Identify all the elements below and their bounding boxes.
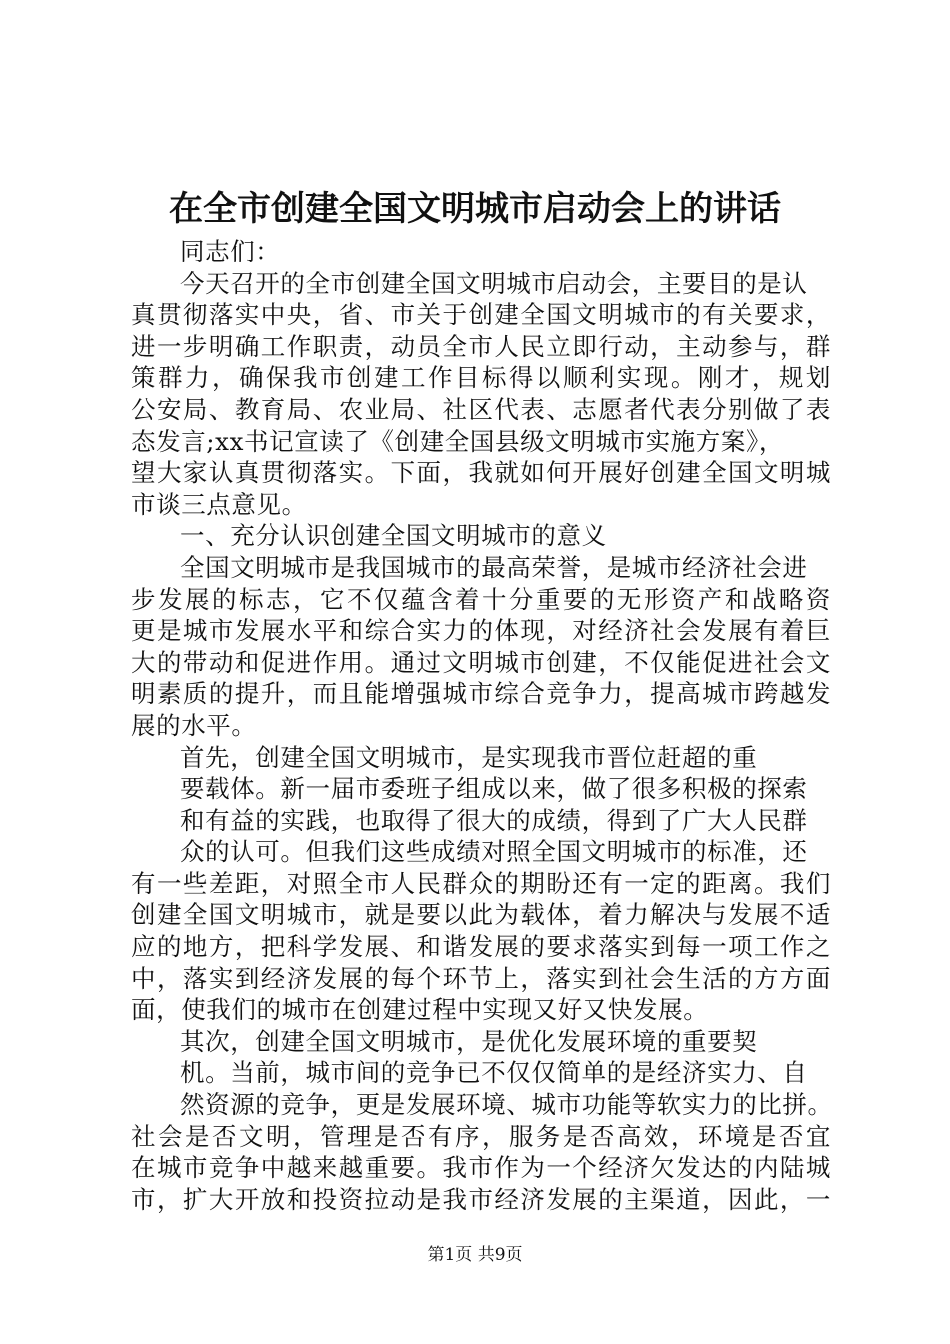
paragraph-line: 要载体。新一届市委班子组成以来，做了很多积极的探索 bbox=[180, 774, 808, 804]
paragraph-line: 公安局、教育局、农业局、社区代表、志愿者代表分别做了表 bbox=[131, 394, 831, 424]
paragraph-line: 然资源的竞争，更是发展环境、城市功能等软实力的比拼。 bbox=[180, 1090, 833, 1120]
paragraph-line: 和有益的实践，也取得了很大的成绩，得到了广大人民群 bbox=[180, 805, 808, 835]
paragraph-line: 机。当前，城市间的竞争已不仅仅简单的是经济实力、自 bbox=[180, 1058, 808, 1088]
paragraph-line: 步发展的标志，它不仅蕴含着十分重要的无形资产和战略资 bbox=[131, 584, 831, 614]
paragraph-line: 首先，创建全国文明城市，是实现我市晋位赶超的重 bbox=[180, 742, 758, 772]
paragraph-line: 全国文明城市是我国城市的最高荣誉，是城市经济社会进 bbox=[180, 552, 808, 582]
paragraph-line: 更是城市发展水平和综合实力的体现，对经济社会发展有着巨 bbox=[131, 616, 831, 646]
paragraph-line: 展的水平。 bbox=[131, 710, 257, 740]
paragraph-line: 大的带动和促进作用。通过文明城市创建，不仅能促进社会文 bbox=[131, 647, 831, 677]
paragraph-line: 其次，创建全国文明城市，是优化发展环境的重要契 bbox=[180, 1026, 758, 1056]
paragraph-line: 市，扩大开放和投资拉动是我市经济发展的主渠道，因此，一 bbox=[131, 1184, 831, 1214]
paragraph-line: 进一步明确工作职责，动员全市人民立即行动，主动参与，群 bbox=[131, 331, 831, 361]
page-number-footer: 第1页 共9页 bbox=[427, 1245, 523, 1265]
paragraph-line: 同志们： bbox=[180, 237, 281, 266]
paragraph-line: 面，使我们的城市在创建过程中实现又好又快发展。 bbox=[131, 995, 709, 1025]
document-title: 在全市创建全国文明城市启动会上的讲话 bbox=[169, 189, 781, 229]
paragraph-line: 应的地方，把科学发展、和谐发展的要求落实到每一项工作之 bbox=[131, 932, 831, 962]
document-body bbox=[131, 236, 831, 1215]
paragraph-line: 望大家认真贯彻落实。下面，我就如何开展好创建全国文明城 bbox=[131, 458, 831, 488]
paragraph-line: 明素质的提升，而且能增强城市综合竞争力，提高城市跨越发 bbox=[131, 679, 831, 709]
paragraph-line: 有一些差距，对照全市人民群众的期盼还有一定的距离。我们 bbox=[131, 868, 831, 898]
paragraph-line: 策群力，确保我市创建工作目标得以顺利实现。刚才，规划 bbox=[131, 363, 831, 393]
paragraph-line: 态发言;xx书记宣读了《创建全国县级文明城市实施方案》， bbox=[131, 426, 784, 456]
paragraph-line: 中，落实到经济发展的每个环节上，落实到社会生活的方方面 bbox=[131, 963, 831, 993]
section-heading: 一、充分认识创建全国文明城市的意义 bbox=[180, 521, 607, 551]
paragraph-line: 在城市竞争中越来越重要。我市作为一个经济欠发达的内陆城 bbox=[131, 1153, 831, 1183]
paragraph-line: 市谈三点意见。 bbox=[131, 489, 307, 519]
paragraph-line: 社会是否文明，管理是否有序，服务是否高效，环境是否宜 bbox=[131, 1121, 831, 1151]
paragraph-line: 创建全国文明城市，就是要以此为载体，着力解决与发展不适 bbox=[131, 900, 831, 930]
paragraph-line: 今天召开的全市创建全国文明城市启动会，主要目的是认 bbox=[180, 268, 808, 298]
paragraph-line: 真贯彻落实中央，省、市关于创建全国文明城市的有关要求， bbox=[131, 300, 831, 330]
paragraph-line: 众的认可。但我们这些成绩对照全国文明城市的标准，还 bbox=[180, 837, 808, 867]
